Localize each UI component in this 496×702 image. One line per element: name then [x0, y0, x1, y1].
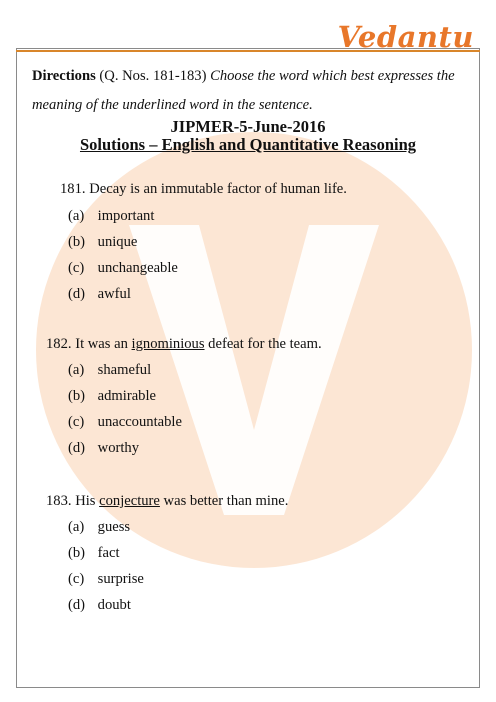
question-181 [60, 180, 347, 198]
option-label: (b) [68, 234, 86, 250]
directions-paragraph [32, 62, 472, 120]
question-183 [46, 492, 288, 510]
document-title: JIPMER-5-June-2016 [170, 117, 326, 136]
directions-range: (Q. Nos. 181-183) [95, 68, 211, 84]
question-number: 182. [46, 336, 72, 352]
option-text: unique [97, 234, 138, 250]
option-label: (c) [68, 260, 85, 276]
question-text: Decay is an immutable factor of human life. [89, 181, 347, 197]
question-number: 183. [46, 493, 72, 509]
question-number: 181. [60, 181, 86, 197]
option-182-a[interactable] [68, 361, 151, 379]
option-181-d[interactable] [68, 285, 131, 303]
option-label: (b) [68, 545, 86, 561]
option-181-c[interactable] [68, 259, 178, 277]
option-text: fact [97, 545, 120, 561]
directions-label: Directions [32, 68, 96, 84]
option-label: (d) [68, 286, 86, 302]
option-182-c[interactable] [68, 413, 182, 431]
question-text-post: was better than mine. [159, 493, 289, 509]
option-label: (d) [68, 597, 86, 613]
option-text: doubt [97, 597, 131, 613]
question-text-pre: It was an [75, 336, 132, 352]
option-183-a[interactable] [68, 518, 130, 536]
option-text: unaccountable [97, 414, 182, 430]
option-text: guess [97, 519, 131, 535]
underlined-word: ignominious [131, 336, 205, 352]
option-182-d[interactable] [68, 439, 139, 457]
option-label: (a) [68, 362, 85, 378]
option-text: admirable [97, 388, 157, 404]
document-subtitle: Solutions – English and Quantitative Reasoning [79, 135, 417, 154]
underlined-word: conjecture [99, 493, 160, 509]
option-183-c[interactable] [68, 570, 144, 588]
logo-text: Vedantu [337, 20, 474, 54]
option-label: (d) [68, 440, 86, 456]
option-text: awful [97, 286, 131, 302]
option-183-b[interactable] [68, 544, 120, 562]
option-label: (c) [68, 414, 85, 430]
question-182 [46, 335, 322, 353]
option-text: unchangeable [97, 260, 178, 276]
option-181-b[interactable] [68, 233, 137, 251]
option-label: (b) [68, 388, 86, 404]
option-text: important [97, 208, 155, 224]
option-text: shameful [97, 362, 152, 378]
option-text: surprise [97, 571, 144, 587]
option-182-b[interactable] [68, 387, 156, 405]
option-181-a[interactable] [68, 207, 154, 225]
directions-text: Choose the word which best expresses the meaning of the underlined word in the sentence. [32, 68, 455, 113]
option-text: worthy [97, 440, 140, 456]
question-text-post: defeat for the team. [204, 336, 322, 352]
question-text-pre: His [75, 493, 100, 509]
option-label: (c) [68, 571, 85, 587]
vedantu-logo [338, 14, 474, 52]
option-label: (a) [68, 208, 85, 224]
option-label: (a) [68, 519, 85, 535]
option-183-d[interactable] [68, 596, 131, 614]
